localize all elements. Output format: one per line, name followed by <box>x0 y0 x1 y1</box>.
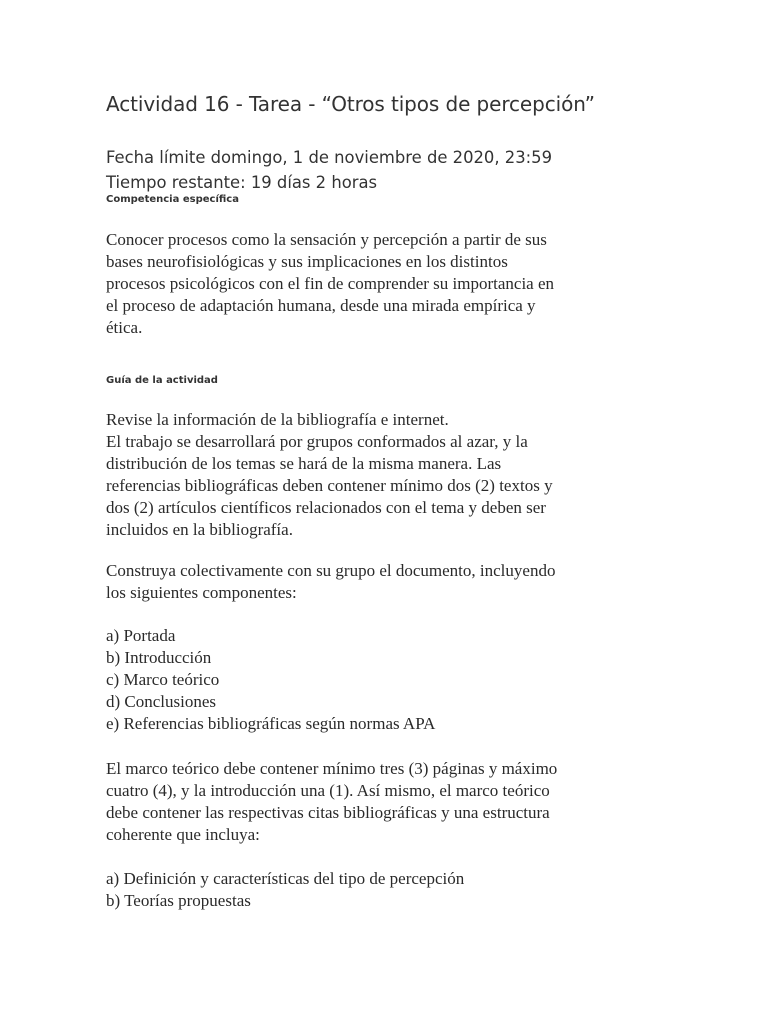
paragraph-line: incluidos en la bibliografía. <box>106 520 293 539</box>
paragraph-line: El marco teórico debe contener mínimo tres (3) páginas y máximo <box>106 759 558 778</box>
paragraph-line: Conocer procesos como la sensación y percepción a partir de sus <box>106 230 547 249</box>
marco-teorico-list <box>106 868 666 912</box>
list-item: a) Portada <box>106 626 176 645</box>
paragraph-line: debe contener las respectivas citas bibliográficas y una estructura <box>106 803 550 822</box>
list-item: e) Referencias bibliográficas según normas APA <box>106 714 436 733</box>
paragraph-line: los siguientes componentes: <box>106 583 297 602</box>
guia-paragraph-1 <box>106 409 666 541</box>
paragraph-line: El trabajo se desarrollará por grupos conformados al azar, y la <box>106 432 528 451</box>
paragraph-line: procesos psicológicos con el fin de comprender su importancia en <box>106 274 555 293</box>
paragraph-line: Revise la información de la bibliografía e internet. <box>106 410 449 429</box>
paragraph-line: coherente que incluya: <box>106 825 260 844</box>
paragraph-line: ética. <box>106 318 143 337</box>
paragraph-line: dos (2) artículos científicos relacionados con el tema y deben ser <box>106 498 546 517</box>
list-item: b) Introducción <box>106 648 212 667</box>
guia-heading: Guía de la actividad <box>106 375 218 386</box>
paragraph-line: distribución de los temas se hará de la misma manera. Las <box>106 454 502 473</box>
guia-paragraph-2 <box>106 560 666 604</box>
page-title: Actividad 16 - Tarea - “Otros tipos de percepción” <box>106 92 595 116</box>
list-item: d) Conclusiones <box>106 692 217 711</box>
list-item: a) Definición y características del tipo de percepción <box>106 869 465 888</box>
paragraph-line: bases neurofisiológicas y sus implicaciones en los distintos <box>106 252 508 271</box>
paragraph-line: Construya colectivamente con su grupo el documento, incluyendo <box>106 561 556 580</box>
list-item: c) Marco teórico <box>106 670 220 689</box>
deadline-info <box>106 145 552 195</box>
competencia-paragraph <box>106 229 666 339</box>
marco-teorico-paragraph <box>106 758 666 846</box>
list-item: b) Teorías propuestas <box>106 891 251 910</box>
paragraph-line: referencias bibliográficas deben contener mínimo dos (2) textos y <box>106 476 553 495</box>
due-date: Fecha límite domingo, 1 de noviembre de 2020, 23:59 <box>106 148 553 167</box>
time-remaining: Tiempo restante: 19 días 2 horas <box>106 173 378 192</box>
paragraph-line: el proceso de adaptación humana, desde una mirada empírica y <box>106 296 536 315</box>
paragraph-line: cuatro (4), y la introducción una (1). Así mismo, el marco teórico <box>106 781 550 800</box>
competencia-heading: Competencia específica <box>106 194 239 205</box>
components-list <box>106 625 666 735</box>
